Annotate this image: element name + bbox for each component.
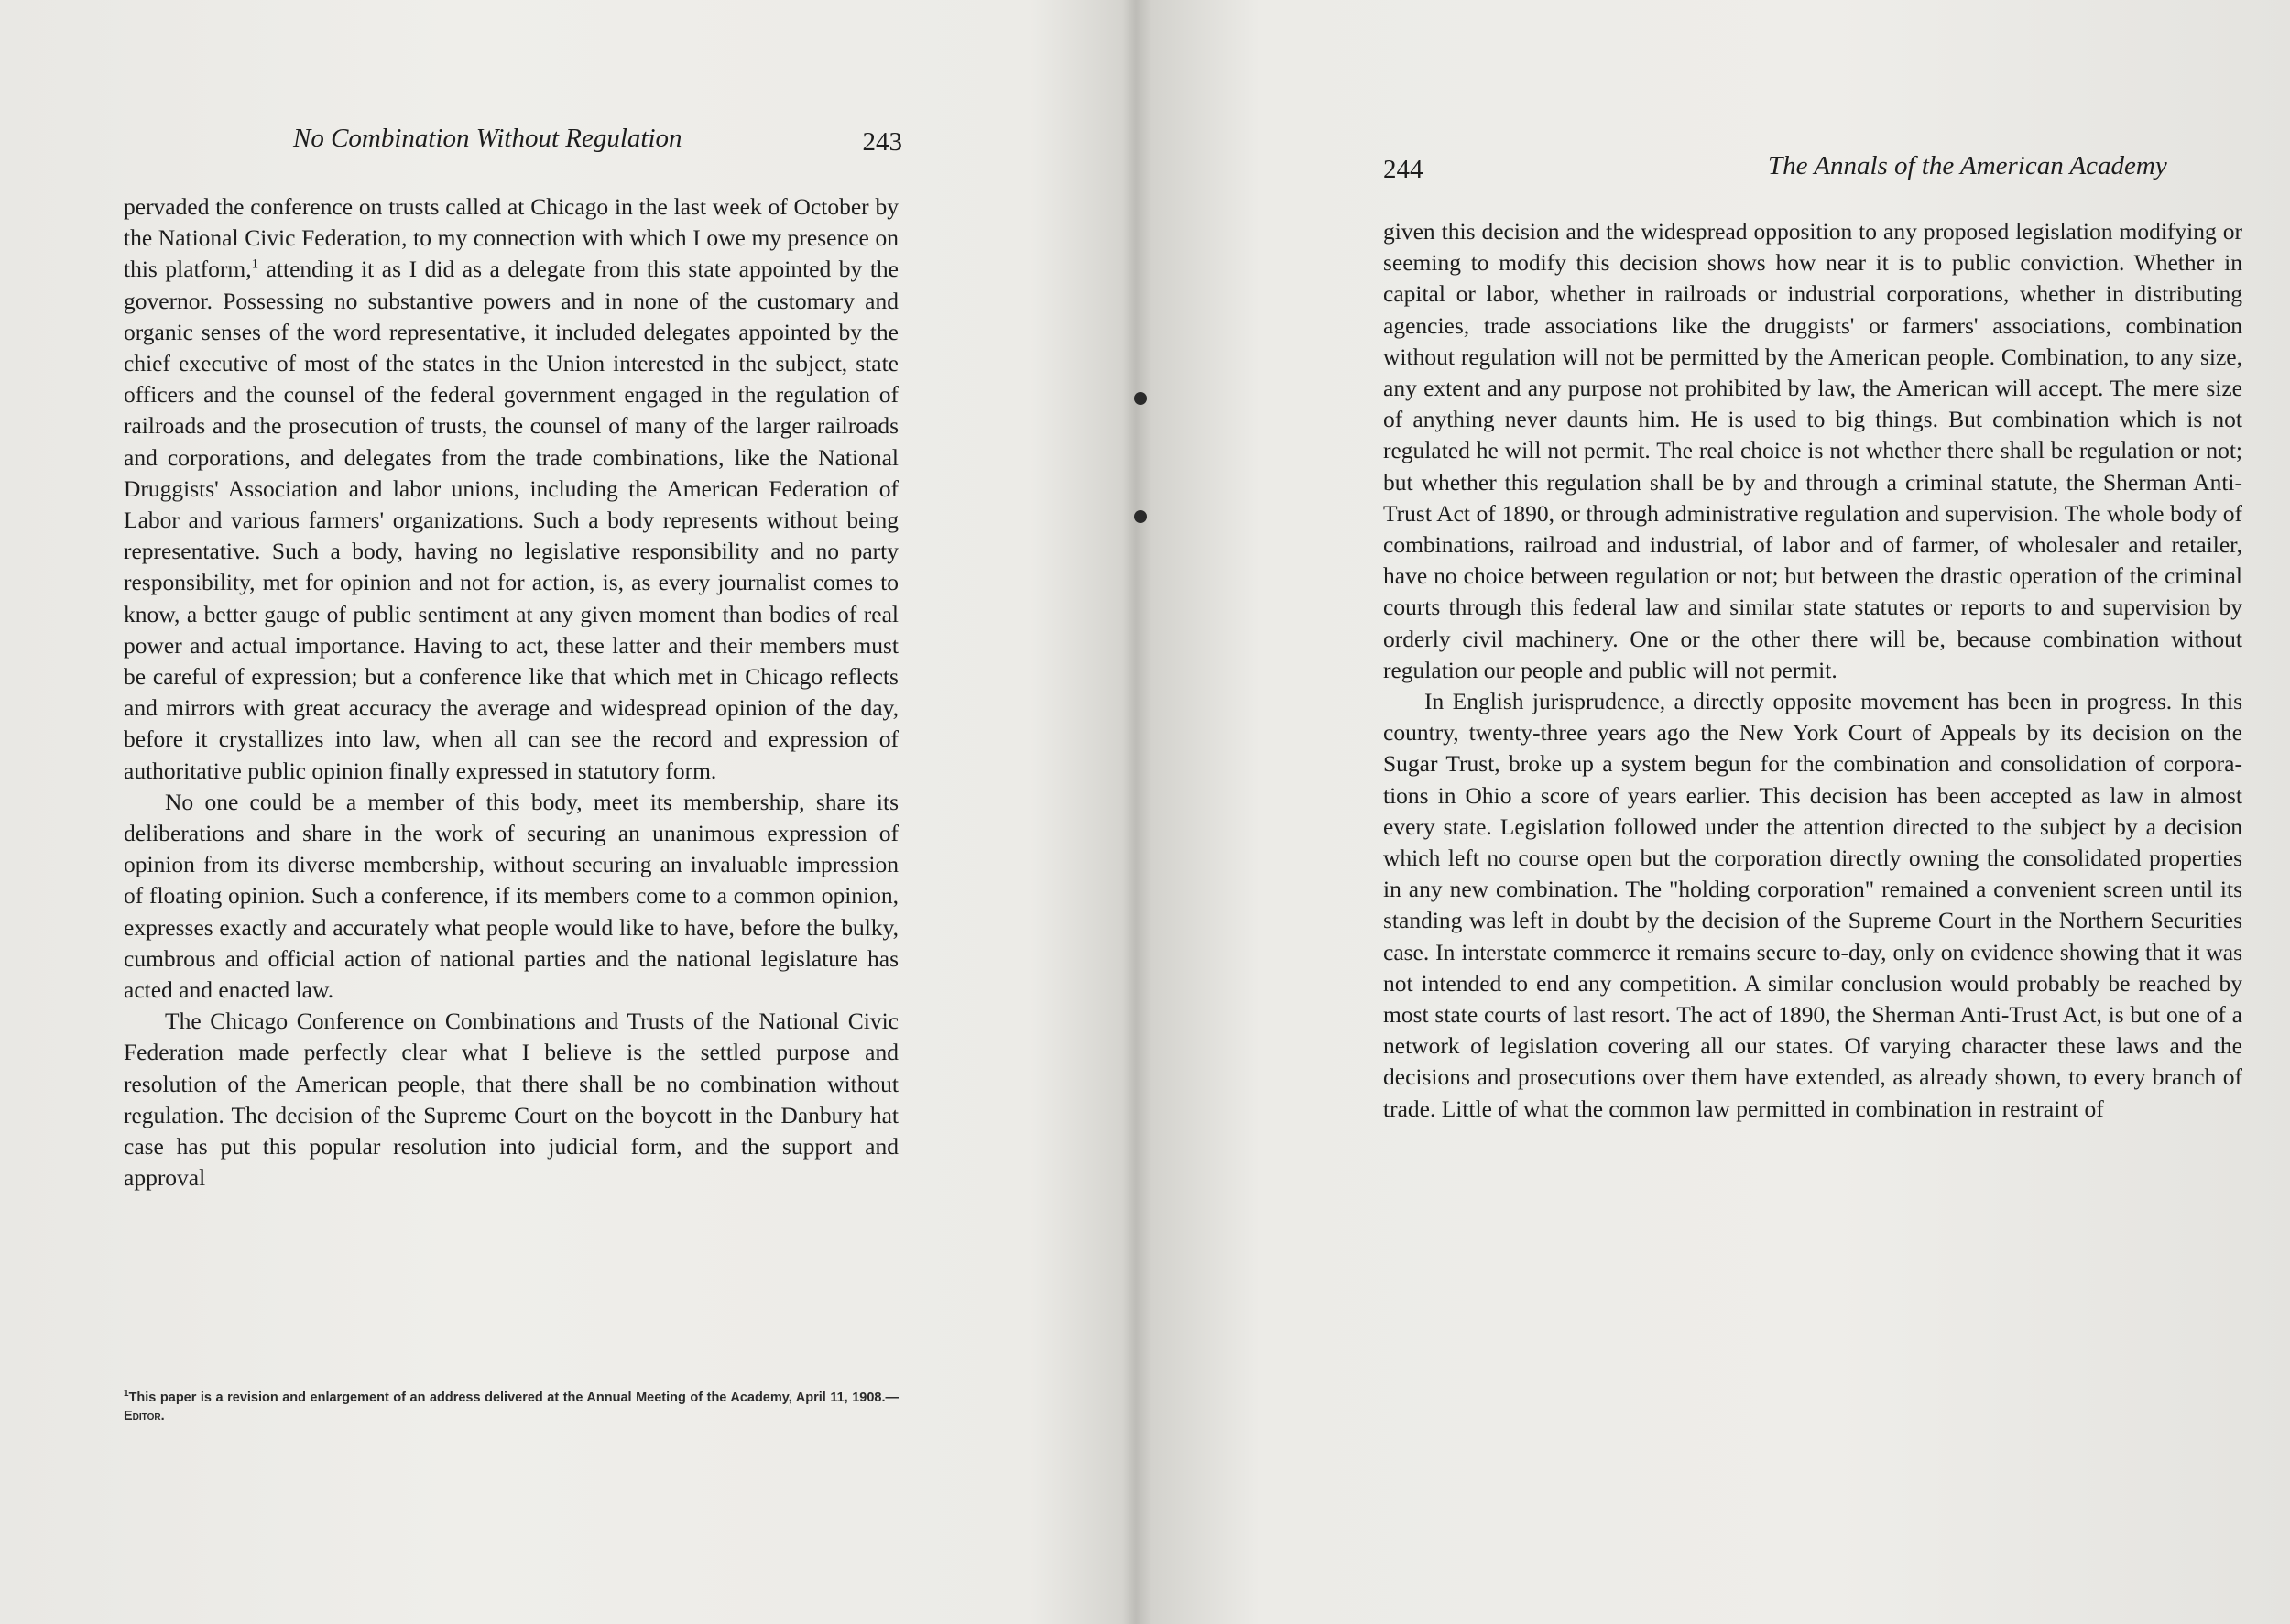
right-page: [1140, 0, 2290, 1624]
paragraph: given this decision and the widespread opposition to any proposed legislation modifying or seeming to modify this decision shows how near it is to public conviction. Whether in capital or labor, whether in railroads or industrial corporations, whether in distributing agencies, trade associations like the druggists' or farmers' associations, combination without regulation will not be permitted by the American people. Combination, to any size, any extent and any purpose not prohibited by law, the American will accept. The mere size of anything never daunts him. He is used to big things. But combination which is not regulated he will not permit. The real choice is not whether there shall be regulation or not; but whether this regulation shall be by and through a criminal statute, the Sherman Anti-Trust Act of 1890, or through administrative regulation and supervision. The whole body of combinations, railroad and industrial, of labor and of farmer, of wholesaler and retailer, have no choice between regulation or not; but between the drastic operation of the criminal courts through this federal law and similar state statutes or reports to and supervision by orderly civil machinery. One or the other there will be, because combination without regulation our people and public will not permit.: [1383, 218, 2242, 683]
running-title: The Annals of the American Academy: [1768, 151, 2167, 180]
paragraph: [124, 191, 899, 787]
running-title: No Combination Without Regulation: [293, 124, 682, 153]
paragraph: In English jurisprudence, a directly opposite movement has been in progress. In this country, twenty-three years ago the New York Court of Appeals by its decision on the Sugar Trust, broke up a system begun for the combination and consolidation of corporations in Ohio a score of years earlier. This decision has been accepted as law in almost every state. Legislation followed under the attention directed to the subject by a decision which left no course open but the corporation directly owning the consolidated properties in any new combination. The "holding corporation" remained a convenient screen until its standing was left in doubt by the decision of the Supreme Court in the Northern Securities case. In interstate commerce it remains secure to-day, only on evidence showing that it was not intended to end any competition. A similar conclusion would probably be reached by most state courts of last resort. The act of 1890, the Sherman Anti-Trust Act, is but one of a network of legislation covering all our states. Of varying character these laws and the decisions and prosecutions over them have extended, as already shown, to every branch of trade. Little of what the common law permitted in combination in restraint of: [1383, 688, 2242, 1122]
paragraph: The Chicago Conference on Combinations and Trusts of the National Civic Federation made perfectly clear what I believe is the settled purpose and resolution of the American people, that there shall be no combination without regulation. The decision of the Supreme Court on the boycott in the Danbury hat case has put this popular resolution into judicial form, and the support and approval: [124, 1008, 899, 1192]
left-page-body: [124, 191, 899, 1194]
paragraph-text: attending it as I did as a delegate from this state appointed by the governor. Possessing no substantive powers and in none of the customary and organic senses of the word representative, it included delegates appointed by the chief executive of most of the states in the Union interested in the subject, state officers and the counsel of the federal government engaged in the regulation of railroads and the prosecution of trusts, the counsel of many of the larger railroads and corporations, and delegates from the trade combinations, like the National Druggists' Association and labor unions, including the American Federation of Labor and various farmers' organizations. Such a body represents without being representative. Such a body, having no legislative responsibility and no party responsibility, met for opinion and not for action, is, as every journalist comes to know, a better gauge of public sentiment at any given moment than bodies of real power and actual importance. Having to act, these latter and their members must be careful of expression; but a conference like that which met in Chicago reflects and mirrors with great accuracy the average and widespread opinion of the day, before it crystallizes into law, when all can see the record and expression of authoritative public opinion finally expressed in statutory form.: [124, 256, 899, 784]
page-number: 243: [862, 127, 902, 157]
right-page-body: [1383, 216, 2242, 1125]
footnote-ref: 1: [251, 256, 259, 272]
footnote-mark: 1: [124, 1389, 129, 1400]
paragraph-text: pervaded the conference on trusts called at Chicago in the last week of October by the National Civic Federation, to my connection with which I owe my presence on this platform,: [124, 193, 899, 283]
footnote-editor: Editor.: [124, 1409, 165, 1423]
footnote-text: This paper is a revision and enlargement of an address delivered at the Annual Meeting of the Academy, April 11, 1908.—: [128, 1390, 899, 1405]
left-page-header: [128, 124, 902, 160]
page-number: 244: [1383, 155, 1423, 184]
right-page-header: [1383, 151, 2244, 188]
paragraph: No one could be a member of this body, meet its membership, share its deliberations and share in the work of securing an unanimous expression of opinion from its diverse membership, without securing an invaluable impression of floating opinion. Such a conference, if its members come to a common opinion, expresses exactly and accurately what people would like to have, before the bulky, cumbrous and official action of national parties and the national legislature has acted and enacted law.: [124, 788, 899, 1004]
left-page: [0, 0, 1140, 1624]
footnote: [124, 1389, 899, 1425]
